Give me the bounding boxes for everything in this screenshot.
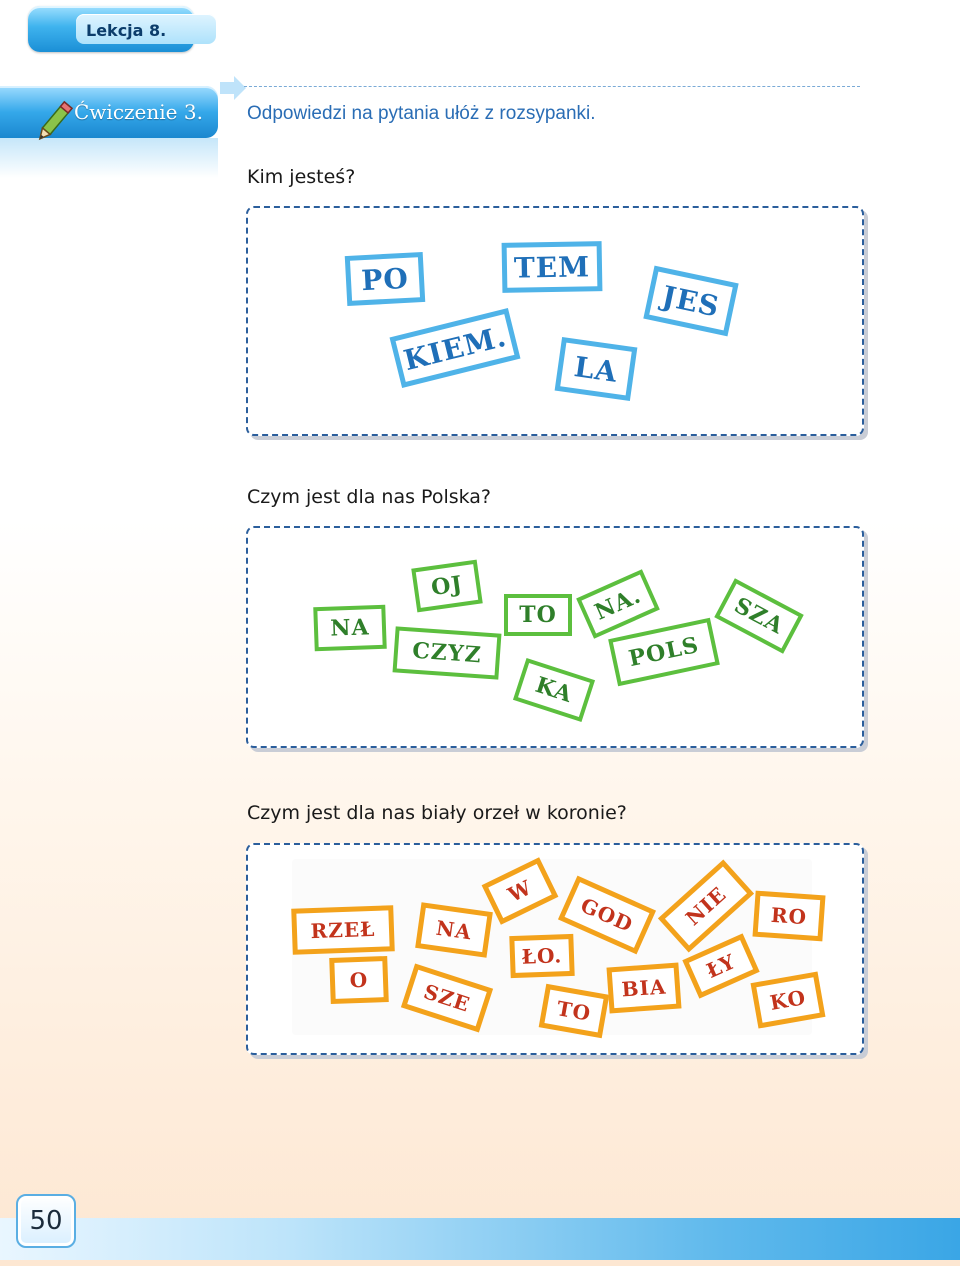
word-card[interactable]: LA xyxy=(555,337,638,401)
answer-box-1 xyxy=(246,206,864,436)
word-card[interactable]: TEM xyxy=(502,241,603,293)
word-card[interactable]: TO xyxy=(539,984,610,1038)
word-card[interactable]: GOD xyxy=(558,876,656,955)
word-card[interactable]: JES xyxy=(643,266,738,337)
pencil-icon xyxy=(28,96,80,148)
word-card[interactable]: NA xyxy=(415,902,493,958)
word-card[interactable]: RZEŁ xyxy=(291,905,395,955)
word-card[interactable]: ŁY xyxy=(682,933,759,998)
word-card[interactable]: CZYZ xyxy=(393,626,502,679)
answer-box-3 xyxy=(246,843,864,1055)
word-card[interactable]: TO xyxy=(504,594,572,636)
header-divider xyxy=(244,86,860,87)
word-card[interactable]: SZA xyxy=(714,578,804,653)
word-card[interactable]: KIEM. xyxy=(390,308,521,388)
question-2: Czym jest dla nas Polska? xyxy=(247,486,492,508)
word-card[interactable]: W xyxy=(482,857,559,925)
instruction-text: Odpowiedzi na pytania ułóż z rozsypanki. xyxy=(247,103,596,124)
page-number: 50 xyxy=(16,1194,76,1248)
answer-box-2 xyxy=(246,526,864,748)
word-card[interactable]: KO xyxy=(751,971,826,1028)
word-card[interactable]: BIA xyxy=(606,963,681,1014)
word-card[interactable]: KA xyxy=(513,658,595,722)
word-card[interactable]: SZE xyxy=(401,963,493,1032)
question-3: Czym jest dla nas biały orzeł w koronie? xyxy=(247,802,627,824)
question-1: Kim jesteś? xyxy=(247,166,356,188)
word-card[interactable]: RO xyxy=(752,891,825,942)
exercise-label: Ćwiczenie 3. xyxy=(74,100,203,124)
word-card[interactable]: PO xyxy=(345,252,426,306)
word-card[interactable]: NA. xyxy=(576,569,660,638)
arrow-right-icon xyxy=(218,74,248,104)
word-card[interactable]: POLS xyxy=(608,618,720,687)
word-card[interactable]: NIE xyxy=(658,859,754,952)
word-card[interactable]: NA xyxy=(313,605,386,651)
footer-strip xyxy=(0,1218,960,1260)
word-card[interactable]: ŁO. xyxy=(509,934,574,978)
word-card[interactable]: O xyxy=(329,956,389,1004)
lesson-label: Lekcja 8. xyxy=(86,21,167,40)
word-card[interactable]: OJ xyxy=(411,560,482,613)
